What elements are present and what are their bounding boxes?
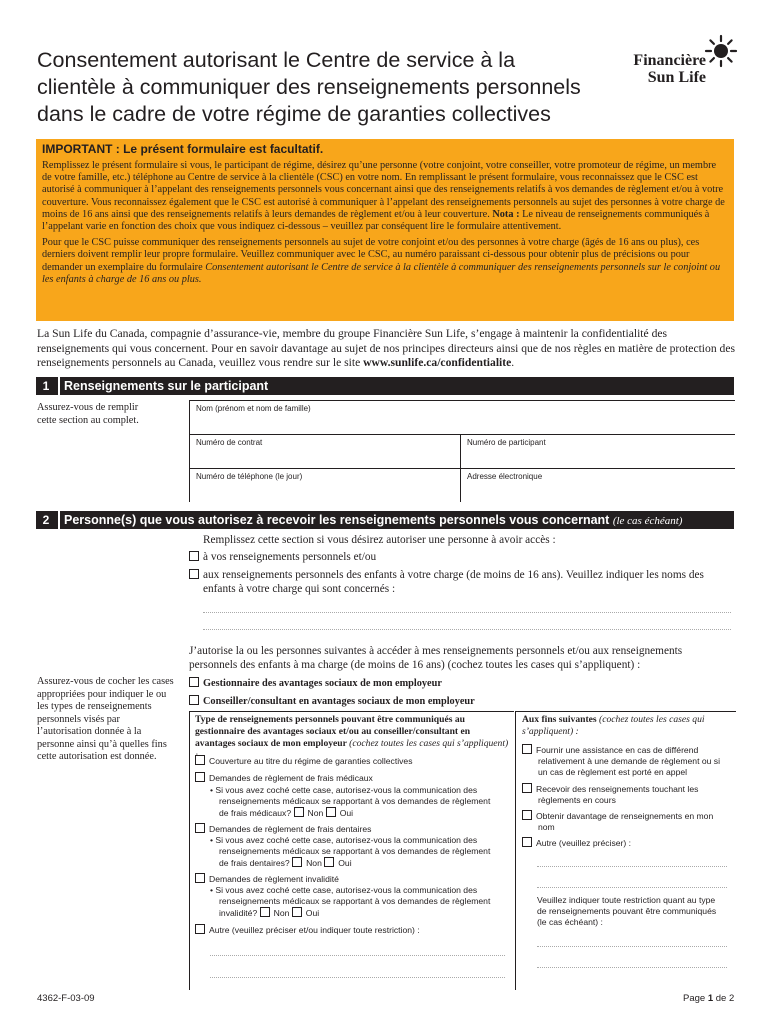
sun-icon <box>704 34 738 68</box>
checkbox[interactable] <box>522 810 532 820</box>
important-para-2: Pour que le CSC puisse communiquer des renseignements personnels au sujet de votre conjoint et/ou des personnes à votre charge (âgés de 16 ans ou plus), ces derniers doivent remplir leur propre formulaire. Veuillez communiquer avec le CSC, au numéro paraissant ci-dessous pour obtenir plus de précisions ou pour demander un exemplaire du formulaire Consentement autorisant le Centre de service à la clientèle à communiquer des renseignements personnels sur le conjoint ou les enfants à charge de 16 ans ou plus. <box>42 237 721 285</box>
contract-number-field[interactable]: Numéro de contrat <box>189 434 460 468</box>
checkbox[interactable] <box>324 857 334 867</box>
purpose-receive[interactable]: Recevoir des renseignements touchant les règlements en cours <box>522 783 728 806</box>
type-disability[interactable]: Demandes de règlement invalidité <box>195 873 510 885</box>
logo-line-2: Sun Life <box>647 69 706 86</box>
title-line: dans le cadre de votre régime de garanties collectives <box>37 102 551 126</box>
form-code: 4362-F-03-09 <box>37 993 95 1004</box>
logo-line-1: Financière <box>633 52 706 69</box>
restriction-line[interactable] <box>537 945 727 947</box>
checkbox[interactable] <box>189 569 199 579</box>
section-2-instruction: Remplissez cette section si vous désirez autoriser une personne à avoir accès : <box>203 534 556 546</box>
checkbox[interactable] <box>195 823 205 833</box>
restriction-line[interactable] <box>537 966 727 968</box>
participant-name-field[interactable]: Nom (prénom et nom de famille) <box>189 400 735 434</box>
option-own-info[interactable]: à vos renseignements personnels et/ou <box>189 550 729 564</box>
children-names-line[interactable] <box>203 628 731 630</box>
checkbox[interactable] <box>522 837 532 847</box>
type-disability-sub: • Si vous avez coché cette case, autorisez-vous la communication des renseignements médicaux se rapportant à vos demandes de règlement invalidité? Non Oui <box>210 885 491 918</box>
sun-life-logo <box>606 34 738 94</box>
option-children-info[interactable]: aux renseignements personnels des enfants à votre charge (de moins de 16 ans). Veuillez indiquer les noms des enfants à votre charge qui sont concernés : <box>189 568 729 596</box>
section-title: Personne(s) que vous autorisez à recevoir les renseignements personnels vous concernant <box>64 513 610 527</box>
section-number: 2 <box>42 513 50 527</box>
person-benefits-manager[interactable]: Gestionnaire des avantages sociaux de mon employeur <box>189 677 442 689</box>
section-2-header: 2 Personne(s) que vous autorisez à recevoir les renseignements personnels vous concernant (le cas échéant) <box>36 511 734 529</box>
purposes-heading: Aux fins suivantes (cochez toutes les cases qui s’appliquent) : <box>522 714 705 737</box>
purpose-other-line[interactable] <box>537 886 727 888</box>
purpose-restriction: Veuillez indiquer toute restriction quant au type de renseignements pouvant être communiqués (le cas échéant) : <box>537 895 717 927</box>
purpose-obtain[interactable]: Obtenir davantage de renseignements en mon nom <box>522 810 728 833</box>
types-heading: Type de renseignements personnels pouvant être communiqués au gestionnaire des avantages sociaux et/ou au conseiller/consultant en avantages sociaux de mon employeur (cochez toutes les cases qui s’appliquent) <box>195 714 509 749</box>
checkbox[interactable] <box>294 807 304 817</box>
purpose-assist[interactable]: Fournir une assistance en cas de différend relativement à une demande de règlement ou si un cas de règlement est porté en appel <box>522 744 728 778</box>
participant-number-field[interactable]: Numéro de participant <box>460 434 735 468</box>
checkbox[interactable] <box>195 924 205 934</box>
type-medical-sub: • Si vous avez coché cette case, autorisez-vous la communication des renseignements médicaux se rapportant à vos demandes de règlement de frais médicaux? Non Oui <box>210 785 491 818</box>
purpose-other-line[interactable] <box>537 865 727 867</box>
important-para-1: Remplissez le présent formulaire si vous, le participant de régime, désirez qu’une personne (votre conjoint, votre conseiller, votre promoteur de régime, un membre de votre famille, etc.) téléphone au Centre de service à la clientèle (CSC) en votre nom. En remplissant le présent formulaire, vous reconnaissez que le CSC est autorisé à communiquer à l’appelant des renseignements personnels vous concernant ainsi que des renseignements relatifs à vos demandes de règlement et/ou à votre couverture. Vous reconnaissez également que le CSC est autorisé à communiquer à l’appelant des renseignements personnels au sujet des personnes à votre charge de moins de 16 ans ainsi que des renseignements relatifs à leurs demandes de règlement et/ou à leur couverture. Nota : Le niveau de renseignements communiqués à l’appelant varie en fonction des choix que vous indiquez ci-dessous – veuillez par conséquent lire le formulaire attentivement. <box>42 160 725 233</box>
children-names-line[interactable] <box>203 611 731 613</box>
title-line: clientèle à communiquer des renseignements personnels <box>37 75 581 99</box>
section-number: 1 <box>42 379 50 393</box>
important-notice <box>36 139 734 321</box>
phone-field[interactable]: Numéro de téléphone (le jour) <box>189 468 460 502</box>
checkbox[interactable] <box>189 551 199 561</box>
page-number: Page 1 de 2 <box>683 993 735 1004</box>
checkbox[interactable] <box>195 755 205 765</box>
checkbox[interactable] <box>326 807 336 817</box>
checkbox[interactable] <box>522 744 532 754</box>
type-other[interactable]: Autre (veuillez préciser et/ou indiquer toute restriction) : <box>195 924 510 936</box>
type-coverage[interactable]: Couverture au titre du régime de garanties collectives <box>195 755 510 767</box>
purpose-other[interactable]: Autre (veuillez préciser) : <box>522 837 728 849</box>
checkbox[interactable] <box>189 695 199 705</box>
checkbox[interactable] <box>260 907 270 917</box>
type-dental[interactable]: Demandes de règlement de frais dentaires <box>195 823 510 835</box>
important-heading: IMPORTANT : Le présent formulaire est facultatif. <box>42 142 324 156</box>
other-line[interactable] <box>210 976 505 978</box>
page-title <box>37 47 597 128</box>
privacy-intro: La Sun Life du Canada, compagnie d’assurance-vie, membre du groupe Financière Sun Life, s’engage à maintenir la confidentialité des renseignements qui vous concernent. Pour en savoir davantage au sujet de nos principes directeurs ainsi que de nos règles en matière de protection des renseignements personnels au Canada, veuillez vous rendre sur le site www.sunlife.ca/confidentialite. <box>37 327 735 369</box>
email-field[interactable]: Adresse électronique <box>460 468 735 502</box>
checkbox[interactable] <box>189 677 199 687</box>
checkbox[interactable] <box>292 857 302 867</box>
section-title: Renseignements sur le participant <box>64 379 269 393</box>
other-line[interactable] <box>210 954 505 956</box>
section-2-note: Assurez-vous de cocher les cases appropriées pour indiquer le ou les types de renseignements personnels visés par l’autorisation donnée à la personne ainsi qu’à quelles fins cette autorisation est donnée. <box>37 676 174 762</box>
authorize-text: J’autorise la ou les personnes suivantes à accéder à mes renseignements personnels et/ou aux renseignements personnels des enfants à ma charge (de moins de 16 ans) (cochez toutes les cases qui s’appliquent) : <box>189 645 683 671</box>
type-dental-sub: • Si vous avez coché cette case, autorisez-vous la communication des renseignements médicaux se rapportant à vos demandes de règlement de frais dentaires? Non Oui <box>210 835 491 868</box>
type-medical[interactable]: Demandes de règlement de frais médicaux <box>195 772 510 784</box>
checkbox[interactable] <box>195 772 205 782</box>
checkbox[interactable] <box>522 783 532 793</box>
checkbox[interactable] <box>292 907 302 917</box>
privacy-link[interactable]: www.sunlife.ca/confidentialite <box>363 356 512 369</box>
checkbox[interactable] <box>195 873 205 883</box>
section-1-note: Assurez-vous de remplir cette section au complet. <box>37 402 139 426</box>
section-1-header <box>36 377 734 395</box>
person-benefits-advisor[interactable]: Conseiller/consultant en avantages sociaux de mon employeur <box>189 695 475 707</box>
title-line: Consentement autorisant le Centre de service à la <box>37 48 516 72</box>
